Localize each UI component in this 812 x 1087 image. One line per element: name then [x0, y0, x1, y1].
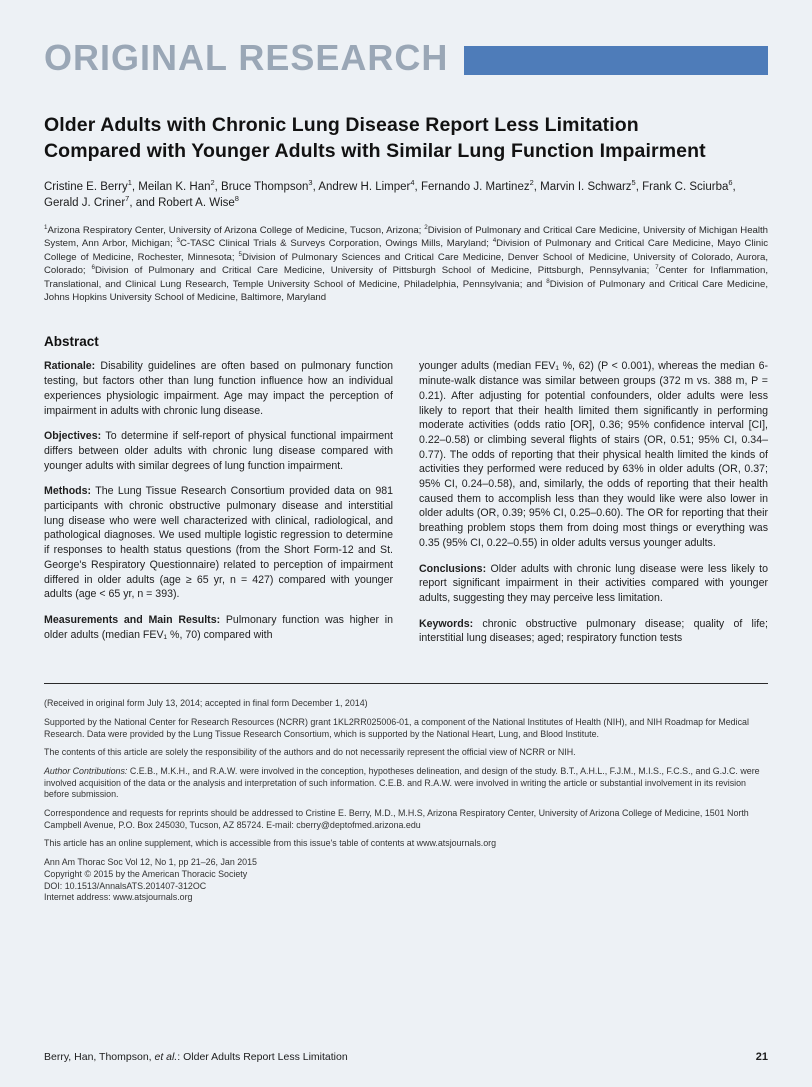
citation-block	[44, 857, 768, 904]
author	[135, 194, 239, 209]
author-name: and Robert A. Wise	[135, 197, 235, 209]
affiliation-superscript: 8	[546, 277, 550, 285]
affiliation-text: Arizona Respiratory Center, University of Arizona College of Medicine, Tucson, Arizona;	[47, 225, 425, 236]
article-title-line2: Compared with Younger Adults with Similar Lung Function Impairment	[44, 140, 706, 162]
affiliation-text: Center for Inflammation, Translational, and Clinical Lung Research, Temple University School of Medicine, Philadelphia, Pennsylvania; and	[44, 265, 768, 290]
author	[642, 178, 736, 193]
banner-title: ORIGINAL RESEARCH	[44, 37, 449, 78]
citation-doi: DOI: 10.1513/AnnalsATS.201407-312OC	[44, 880, 207, 891]
running-footer-title	[44, 1051, 348, 1063]
author	[44, 178, 139, 193]
running-footer-rest: : Older Adults Report Less Limitation	[177, 1051, 348, 1063]
author-name: Frank C. Sciurba	[642, 181, 729, 193]
banner-accent-bar	[464, 46, 768, 75]
abstract-right-column	[419, 359, 768, 657]
affiliation-superscript: 7	[655, 264, 659, 272]
author-name: Bruce Thompson	[221, 181, 309, 193]
abstract-heading: Abstract	[44, 334, 99, 350]
paragraph-text: The Lung Tissue Research Consortium provided data on 981 participants with chronic obstructive pulmonary disease and interstitial lung disease who were well characterized with clinical, radiological, and pathological diagnoses. We used multiple logistic regression to determine if responses to health status questions (from the Short Form-12 and St. George's Respiratory Questionnaire) related to perception of impairment differed in older adults (age ≥ 65 yr, n = 427) compared with younger adults (age < 65 yr, n = 393).	[44, 485, 393, 601]
author	[318, 178, 421, 193]
author-separator: ,	[635, 181, 643, 193]
abstract-paragraph-measurements	[44, 613, 393, 642]
affiliation-superscript: 2	[424, 223, 428, 231]
author	[221, 178, 319, 193]
citation-journal: Ann Am Thorac Soc Vol 12, No 1, pp 21–26, Jan 2015	[44, 857, 257, 868]
author-superscript: 2	[529, 178, 534, 188]
affiliation-text: Division of Pulmonary and Critical Care Medicine, University of Pittsburgh School of Medicine, Pittsburgh, Pennsylvania;	[94, 265, 656, 277]
author-separator: ,	[129, 197, 136, 209]
author-name: Gerald J. Criner	[44, 197, 126, 209]
banner	[44, 37, 768, 78]
article-title	[44, 112, 768, 164]
affiliation	[44, 225, 424, 236]
abstract-left-column	[44, 359, 393, 657]
paragraph-text: To determine if self-report of physical functional impairment differs between older adults with chronic lung disease compared with younger adults with similar degrees of lung function impairment.	[44, 430, 393, 472]
paragraph-text: younger adults (median FEV₁ %, 62) (P < 0.001), whereas the median 6-minute-walk distance was similar between groups (372 m vs. 388 m, P = 0.21). After adjusting for potential confounders, older adults were less likely to report that their health limited them significantly in performing moderate activities (odds ratio [OR], 0.36; 95% confidence interval [CI], 0.22–0.58) or climbing several flights of stairs (OR, 0.51; 95% CI, 0.34–0.77). The odds of reporting that their physical health limited the kinds of activities they performed were reduced by 63% in older adults (OR, 0.37; 95% CI, 0.24–0.58), and, similarly, the odds of reporting that their health caused them to accomplish less than they would like were also lower in older adults (OR, 0.39; 95% CI, 0.25–0.60). The OR for reporting that their breathing problem stops them from doing most things or everything was 0.35 (95% CI, 0.22–0.55) in older adults versus younger adults.	[419, 360, 768, 549]
article-title-line1: Older Adults with Chronic Lung Disease Report Less Limitation	[44, 114, 639, 136]
author-name: Meilan K. Han	[138, 181, 211, 193]
affiliation-text: Division of Pulmonary and Critical Care Medicine, Johns Hopkins University School of Medicine, Baltimore, Maryland	[44, 278, 768, 304]
author-superscript: 5	[631, 178, 636, 188]
author-separator: ,	[533, 181, 541, 193]
paragraph-text: chronic obstructive pulmonary disease; quality of life; interstitial lung diseases; aged; respiratory function tests	[419, 617, 768, 645]
running-footer	[44, 1051, 768, 1063]
paragraph-label: Methods:	[44, 485, 92, 498]
footnote-contributions-label: Author Contributions:	[44, 765, 128, 776]
paragraph-text: Older adults with chronic lung disease were less likely to report significant impairment in their activities compared with younger adults, suggesting they may perceive less limitation.	[419, 562, 768, 604]
abstract-paragraph-rationale	[44, 359, 393, 418]
affiliations	[44, 224, 768, 304]
author	[44, 194, 136, 209]
author	[138, 178, 222, 193]
author-separator: ,	[214, 181, 222, 193]
abstract-paragraph-keywords	[419, 617, 768, 646]
affiliation	[176, 238, 492, 249]
affiliation-superscript: 4	[492, 237, 497, 245]
author-superscript: 2	[210, 178, 215, 188]
paragraph-label: Conclusions:	[419, 562, 487, 575]
footnote-contents: The contents of this article are solely the responsibility of the authors and do not necessarily represent the official view of NCRR or NIH.	[44, 747, 576, 758]
affiliation-superscript: 1	[44, 223, 48, 231]
author-superscript: 1	[127, 178, 132, 188]
affiliation	[91, 265, 655, 276]
abstract-paragraph-objectives	[44, 429, 393, 473]
paragraph-text: Pulmonary function was higher in older adults (median FEV₁ %, 70) compared with	[44, 613, 394, 641]
author-superscript: 8	[234, 194, 239, 204]
author-name: Fernando J. Martinez	[420, 181, 530, 193]
footnote-contributions-text: C.E.B., M.K.H., and R.A.W. were involved in the conception, hypotheses delineation, and design of the study. B.T., A.H.L., F.J.M., M.I.S., F.C.S., and G.J.C. were involved acquisition of the data or the analysis and interpretation of such information. C.E.B. and R.A.W. were involved in writing the article or substantial involvement in its revision before submission.	[44, 765, 760, 800]
running-footer-authors: Berry, Han, Thompson,	[44, 1051, 155, 1063]
author-superscript: 4	[410, 178, 415, 188]
abstract-body	[44, 359, 768, 657]
footnote-correspondence: Correspondence and requests for reprints should be addressed to Cristine E. Berry, M.D., M.H.S, Arizona Respiratory Center, University of Arizona College of Medicine, 1501 North Campbell Avenue, P.O. Box 245030, Tucson, AZ 85724. E-mail: cberry@deptofmed.arizona.edu	[44, 808, 749, 830]
author-superscript: 7	[125, 194, 130, 204]
author-separator: ,	[312, 181, 319, 193]
author	[540, 178, 643, 193]
paragraph-label: Keywords:	[419, 617, 474, 630]
author-superscript: 3	[308, 178, 313, 188]
author-name: Marvin I. Schwarz	[540, 181, 632, 193]
paragraph-text: Disability guidelines are often based on pulmonary function testing, but factors other than lung function influence how an individual experiences physiologic impairment. Age may impact the perception of impairment in adults with chronic lung disease.	[44, 360, 393, 417]
author	[420, 178, 541, 193]
footnote-supplement: This article has an online supplement, which is accessible from this issue's table of contents at www.atsjournals.org	[44, 838, 497, 849]
affiliation-superscript: 6	[91, 264, 95, 272]
author-name: Cristine E. Berry	[44, 181, 128, 193]
paragraph-label: Rationale:	[44, 360, 96, 373]
footnote-supported: Supported by the National Center for Research Resources (NCRR) grant 1KL2RR025006-01, a component of the National Institutes of Health (NIH), and NIH Roadmap for Medical Research. Data were provided by the Lung Tissue Research Consortium, which is supported by the National Heart, Lung, and Blood Institute.	[44, 716, 749, 739]
affiliation-text: C-TASC Clinical Trials & Surveys Corporation, Owings Mills, Maryland;	[179, 238, 493, 250]
authors-line	[44, 179, 768, 211]
affiliation-superscript: 3	[176, 237, 180, 245]
footnotes	[44, 698, 768, 904]
abstract-paragraph-results-continued	[419, 359, 768, 550]
citation-internet-address: Internet address: www.atsjournals.org	[44, 892, 193, 903]
author-separator: ,	[414, 181, 421, 193]
footnote-received: (Received in original form July 13, 2014; accepted in final form December 1, 2014)	[44, 698, 368, 709]
affiliation-text: Division of Pulmonary and Critical Care Medicine, Mayo Clinic College of Medicine, Rochester, Minnesota;	[44, 238, 769, 263]
citation-copyright: Copyright © 2015 by the American Thoracic Society	[44, 868, 248, 879]
paragraph-label: Objectives:	[44, 430, 102, 443]
running-footer-etal: et al.	[154, 1051, 178, 1063]
page-number: 21	[755, 1051, 768, 1063]
section-divider	[44, 683, 768, 684]
affiliation-text: Division of Pulmonary and Critical Care Medicine, University of Michigan Health System, Ann Arbor, Michigan;	[44, 225, 768, 250]
author-name: Andrew H. Limper	[318, 181, 411, 193]
affiliation-text: Division of Pulmonary Sciences and Critical Care Medicine, Denver School of Medicine, University of Colorado, Aurora, Colorado;	[44, 251, 768, 277]
author-separator: ,	[131, 181, 139, 193]
footnote-contributions	[44, 766, 768, 801]
affiliation-superscript: 5	[238, 250, 243, 258]
author-separator: ,	[732, 181, 736, 193]
abstract-paragraph-methods	[44, 484, 393, 602]
abstract-paragraph-conclusions	[419, 562, 768, 606]
paragraph-label: Measurements and Main Results:	[44, 613, 221, 626]
author-superscript: 6	[728, 178, 733, 188]
